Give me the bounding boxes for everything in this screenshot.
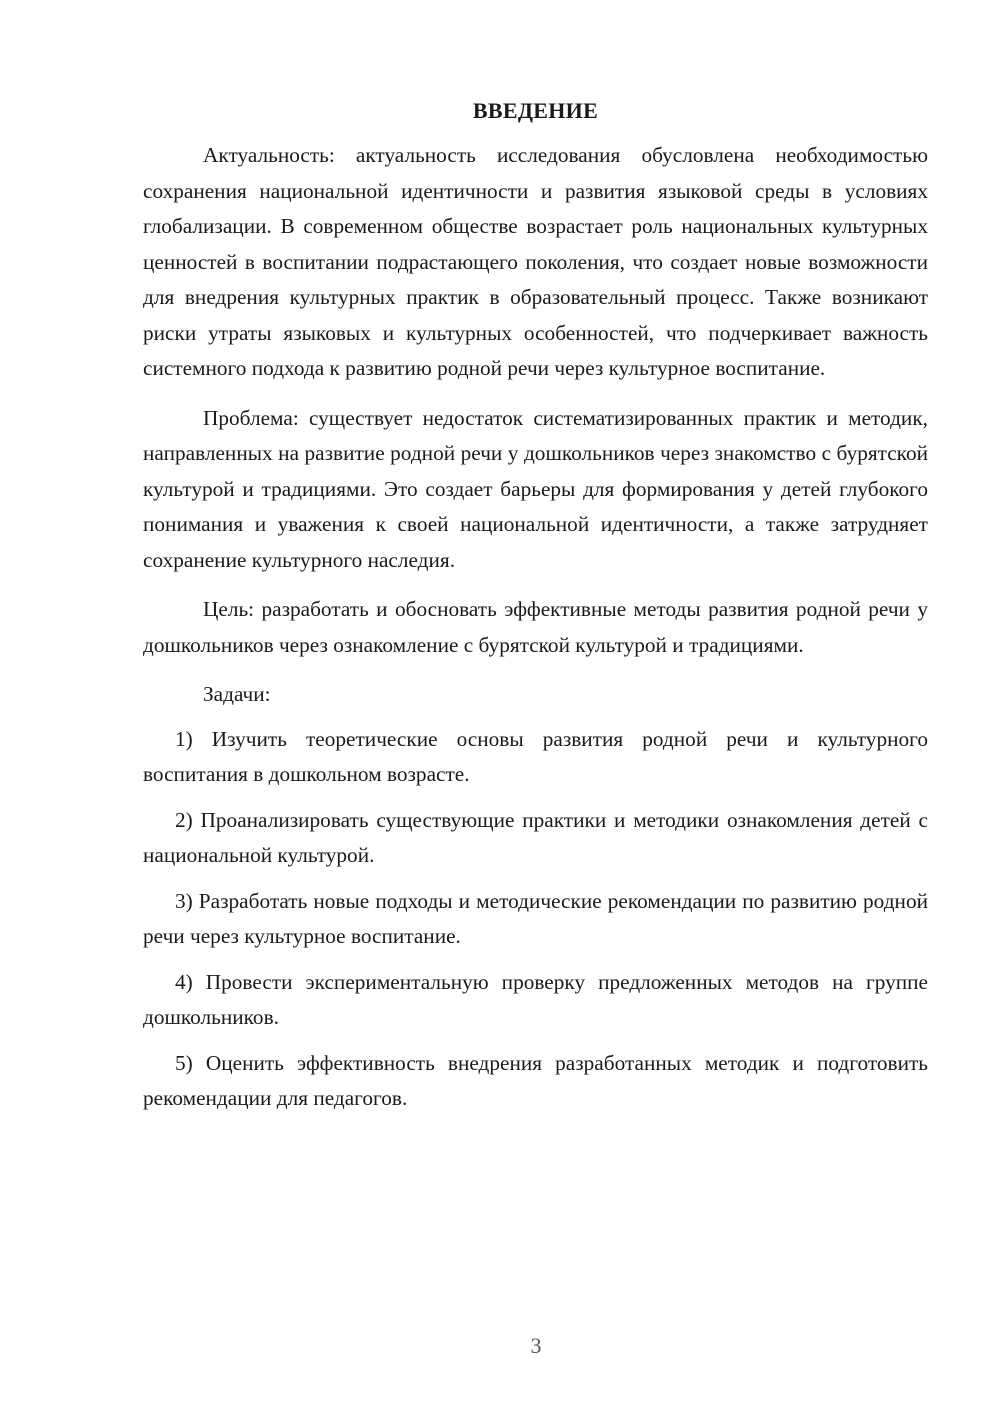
page-title: ВВЕДЕНИЕ: [472, 98, 599, 123]
tasks-heading: Задачи:: [203, 682, 271, 706]
task-item-2: 2) Проанализировать существующие практики и методики ознакомления детей с национальной культурой.: [143, 807, 928, 867]
paragraph-relevance: Актуальность: актуальность исследования обусловлена необходимостью сохранения национальной идентичности и развития языковой среды в условиях глобализации. В современном обществе возрастает роль национальных культурных ценностей в воспитании подрастающего поколения, что создает новые возможности для внедрения культурных практик в образовательный процесс. Также возникают риски утраты языковых и культурных особенностей, что подчеркивает важность системного подхода к развитию родной речи через культурное воспитание.: [143, 143, 928, 380]
task-item-3: 3) Разработать новые подходы и методические рекомендации по развитию родной речи через культурное воспитание.: [143, 888, 928, 948]
document-page: [143, 96, 928, 1127]
task-item-4: 4) Провести экспериментальную проверку предложенных методов на группе дошкольников.: [143, 969, 928, 1029]
paragraph-problem: Проблема: существует недостаток систематизированных практик и методик, направленных на развитие родной речи у дошкольников через знакомство с бурятской культурой и традициями. Это создает барьеры для формирования у детей глубокого понимания и уважения к своей национальной идентичности, а также затрудняет сохранение культурного наследия.: [143, 405, 928, 572]
task-item-5: 5) Оценить эффективность внедрения разработанных методик и подготовить рекомендации для педагогов.: [143, 1050, 928, 1110]
page-number: 3: [530, 1333, 542, 1358]
paragraph-goal: Цель: разработать и обосновать эффективные методы развития родной речи у дошкольников через ознакомление с бурятской культурой и традициями.: [143, 597, 928, 657]
task-item-1: 1) Изучить теоретические основы развития родной речи и культурного воспитания в дошкольном возрасте.: [143, 726, 928, 786]
